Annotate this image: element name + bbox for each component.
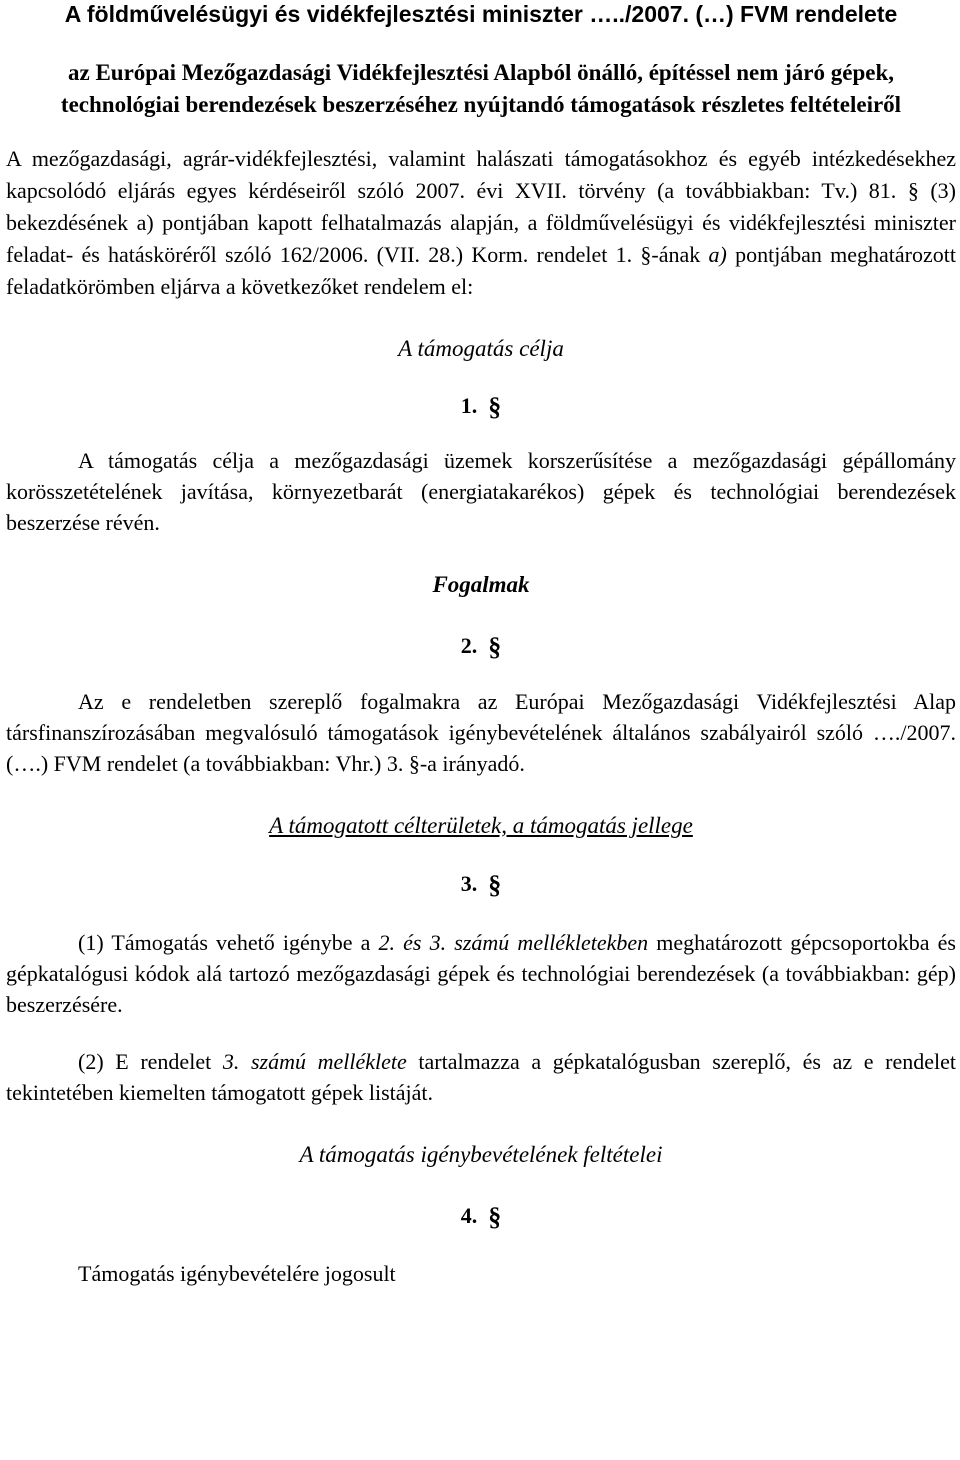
document-title [6,0,956,28]
section-4-number: 4. § [460,1202,502,1231]
section-3-heading: A támogatott célterületek, a támogatás jellege [269,813,693,838]
preamble-paragraph: A mezőgazdasági, agrár-vidékfejlesztési, valamint halászati támogatásokhoz és egyéb intézkedésekhez kapcsolódó eljárás egyes kérdéseiről szóló 2007. évi XVII. törvény (a továbbiakban: Tv.) 81. § (3) bekezdésének a) pontjában kapott felhatalmazás alapján, a földművelésügyi és vidékfejlesztési miniszter feladat- és hatásköréről szóló 162/2006. (VII. 28.) Korm. rendelet 1. §-ának a) pontjában meghatározott feladatkörömben eljárva a következőket rendelem el: [6,146,957,299]
section-sign: § [488,392,502,421]
section-4-heading: A támogatás igénybevételének feltételei [299,1142,663,1167]
section-sign: § [488,632,502,661]
section-sign: § [488,1202,502,1231]
section-1-text: A támogatás célja a mezőgazdasági üzemek korszerűsítése a mezőgazdasági gépállomány korösszetételének javítása, környezetbarát (energiatakarékos) gépek és technológiai berendezések beszerzése révén. [6,448,956,535]
section-1-number: 1. § [460,392,502,421]
title-line-2: …../2007. (…) FVM rendelete [589,1,898,27]
document-page [6,0,956,1289]
section-sign: § [640,242,652,267]
document-subject [6,57,956,121]
section-sign: § [488,870,502,899]
section-sign: § [907,178,919,203]
section-2-text: Az e rendeletben szereplő fogalmakra az Európai Mezőgazdasági Vidékfejlesztési Alap társfinanszírozásában megvalósuló támogatások igénybevételének általános szabályairól szóló …./2007. (….) FVM rendelet (a továbbiakban: Vhr.) 3. §-a irányadó. [6,689,956,776]
subject-line-3: feltételeiről [789,92,902,117]
section-2-number: 2. § [460,632,502,661]
subject-line-1: az Európai Mezőgazdasági Vidékfejlesztési Alapból önálló, építéssel nem járó [67,60,826,85]
section-4-text: Támogatás igénybevételére jogosult [78,1261,396,1286]
section-1-heading: A támogatás célja [398,336,564,361]
title-line-1: A földművelésügyi és vidékfejlesztési miniszter [64,1,583,27]
section-3-number: 3. § [460,870,502,899]
subject-line-2: gépek, technológiai berendezések beszerzéséhez nyújtandó támogatások részletes [60,60,895,117]
section-3-paragraph-2: (2) E rendelet 3. számú melléklete tartalmazza a gépkatalógusban szereplő, és az e rendelet tekintetében kiemelten támogatott gépek listáját. [6,1049,957,1105]
section-3-paragraph-1: (1) Támogatás vehető igénybe a 2. és 3. számú mellékletekben meghatározott gépcsoportokba és gépkatalógusi kódok alá tartozó mezőgazdasági gépek és technológiai berendezések (a továbbiakban: gép) beszerzésére. [6,930,956,1017]
section-2-heading: Fogalmak [432,572,530,597]
section-sign: § [408,751,420,776]
